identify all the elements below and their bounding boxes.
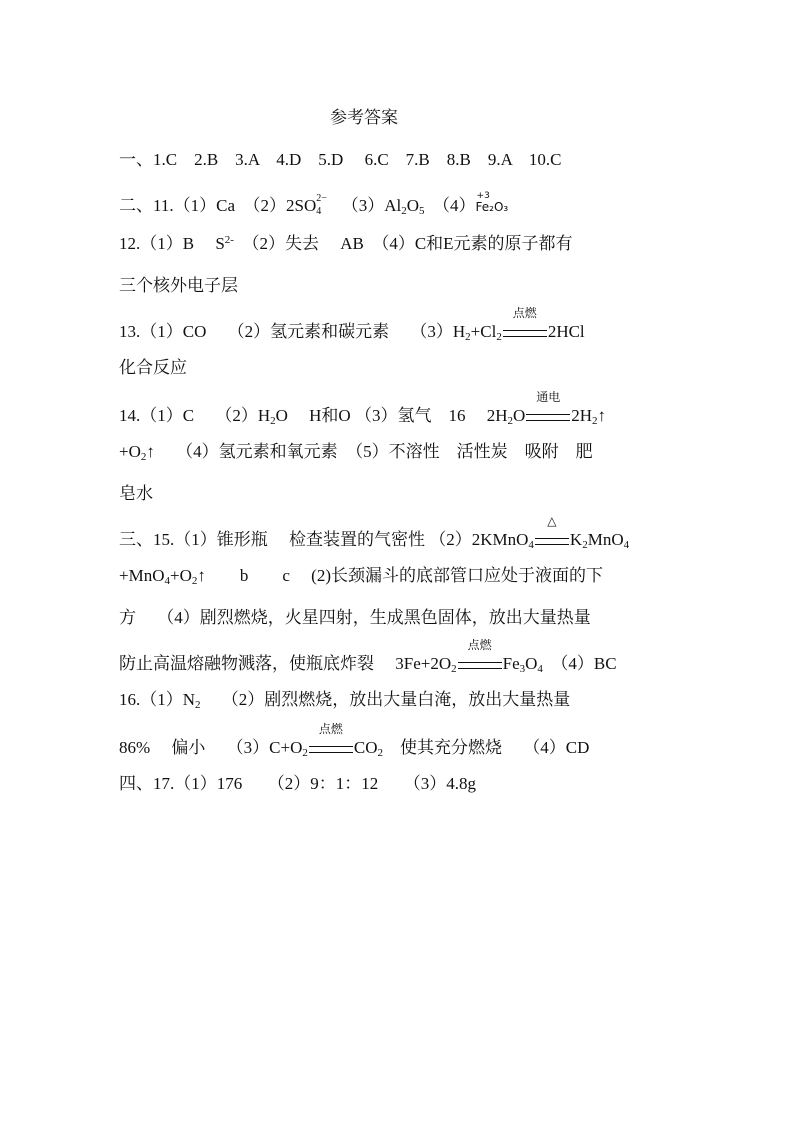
reaction-arrow [458, 638, 502, 669]
gas-arrow: ↑ [597, 406, 607, 425]
sub: 2 [507, 415, 513, 427]
q16-part-a: 16.（1）N [119, 690, 196, 709]
q16-line1 [119, 690, 570, 710]
q15-part-a: 三、15.（1）锥形瓶 检查装置的气密性 （2）2KMnO [119, 530, 529, 549]
q12-line2: 三个核外电子层 [119, 276, 238, 295]
reaction-arrow [309, 722, 353, 753]
sub: 2 [582, 539, 588, 551]
q14-line3: 皂水 [119, 484, 153, 503]
q16-line2-b: CO [353, 738, 378, 757]
q11-part4: （4） [433, 196, 476, 215]
sub: 4 [528, 539, 534, 551]
q14-part-c: O [512, 406, 526, 425]
q17-answer: 四、17.（1）176 （2）9：1：12 （3）4.8g [119, 774, 476, 793]
q15-line4 [119, 638, 617, 675]
al-sub: 2 [401, 205, 407, 217]
q16-line2 [119, 722, 590, 759]
sub: 2 [592, 415, 598, 427]
q15-line4-d: （4）BC [551, 654, 617, 673]
q16-line2-c: 使其充分燃烧 （4）CD [383, 738, 590, 757]
q15-line4-b: Fe [502, 654, 520, 673]
q13-line1 [119, 306, 585, 343]
sub: 4 [623, 539, 630, 551]
ion-subscript: 4 [316, 206, 322, 217]
equal-bars [458, 662, 502, 669]
section-1-answers: 一、1.C 2.B 3.A 4.D 5.D 6.C 7.B 8.B 9.A 10.C [119, 150, 562, 169]
page-title: 参考答案 [330, 108, 398, 127]
q14-line2-a: +O [119, 442, 141, 461]
q11-answer [119, 191, 509, 217]
ion-base: 2SO [286, 196, 317, 215]
q15-line1 [119, 514, 630, 551]
q15-part-c: MnO [587, 530, 624, 549]
q12-part-a: 12.（1）B S [119, 234, 225, 253]
o-sub: 5 [419, 205, 425, 217]
valence-mark: +3 [476, 191, 490, 201]
heat-symbol: △ [547, 514, 557, 528]
q12-line1 [119, 234, 573, 254]
sub: 2 [302, 747, 308, 759]
sub: 2 [191, 575, 198, 587]
q15-line4-a: 防止高温熔融物溅落，使瓶底炸裂 3Fe+2O [119, 654, 452, 673]
q11-mid: （3）Al [341, 196, 402, 215]
sub: 3 [519, 663, 526, 675]
q13-part-b: +Cl [470, 322, 497, 341]
sub: 2 [451, 663, 457, 675]
sub: 2 [195, 699, 201, 711]
fe2o3-formula: Fe₂O₃ [475, 200, 509, 214]
reaction-condition: 点燃 [512, 306, 537, 320]
q15-line2 [119, 566, 603, 586]
reaction-arrow [535, 514, 569, 545]
h-sub: 2 [465, 331, 471, 343]
reaction-arrow [526, 390, 570, 421]
sub: 4 [164, 575, 170, 587]
q15-line2-c: ↑ b c (2)长颈漏斗的底部管口应处于液面的下 [197, 566, 603, 585]
q14-part-a: 14.（1）C （2）H [119, 406, 271, 425]
sub: 2 [140, 451, 147, 463]
s-charge: 2- [224, 234, 234, 246]
equal-bars [309, 746, 353, 753]
q14-part-b: O H和O （3）氢气 16 2H [275, 406, 508, 425]
sub: 2 [377, 747, 383, 759]
ion-charge: 2− [316, 193, 327, 204]
reaction-condition: 点燃 [467, 638, 492, 652]
q14-line2 [119, 442, 593, 462]
sub: 2 [270, 415, 276, 427]
equal-bars [535, 538, 569, 545]
q15-line4-c: O [525, 654, 538, 673]
q16-line2-a: 86% 偏小 （3）C+O [119, 738, 303, 757]
cl-sub: 2 [496, 331, 502, 343]
q13-line2: 化合反应 [119, 358, 187, 377]
q11-prefix: 二、11.（1）Ca （2） [119, 196, 287, 215]
q12-part-b: （2）失去 AB （4）C和E元素的原子都有 [233, 234, 573, 253]
q15-line2-a: +MnO [119, 566, 165, 585]
sub: 4 [537, 663, 543, 675]
q14-part-d: 2H [571, 406, 593, 425]
q16-part-b: （2）剧烈燃烧，放出大量白淹，放出大量热量 [200, 690, 571, 709]
q15-line3: 方 （4）剧烈燃烧，火星四射，生成黑色固体，放出大量热量 [119, 608, 591, 627]
equal-bars [526, 414, 570, 421]
q13-part-a: 13.（1）CO （2）氢元素和碳元素 （3）H [119, 322, 466, 341]
q15-line2-b: +O [169, 566, 192, 585]
q14-line1 [119, 390, 607, 427]
reaction-condition: 点燃 [318, 722, 343, 736]
o-symbol: O [406, 196, 420, 215]
q15-part-b: K [569, 530, 583, 549]
reaction-condition: 通电 [536, 390, 561, 404]
q14-line2-b: ↑ （4）氢元素和氧元素 （5）不溶性 活性炭 吸附 肥 [146, 442, 593, 461]
q13-product: 2HCl [547, 322, 585, 341]
fe2o3-valence-formula [475, 191, 509, 217]
reaction-arrow [503, 306, 547, 337]
equal-bars [503, 330, 547, 337]
sulfate-ion [286, 193, 327, 217]
